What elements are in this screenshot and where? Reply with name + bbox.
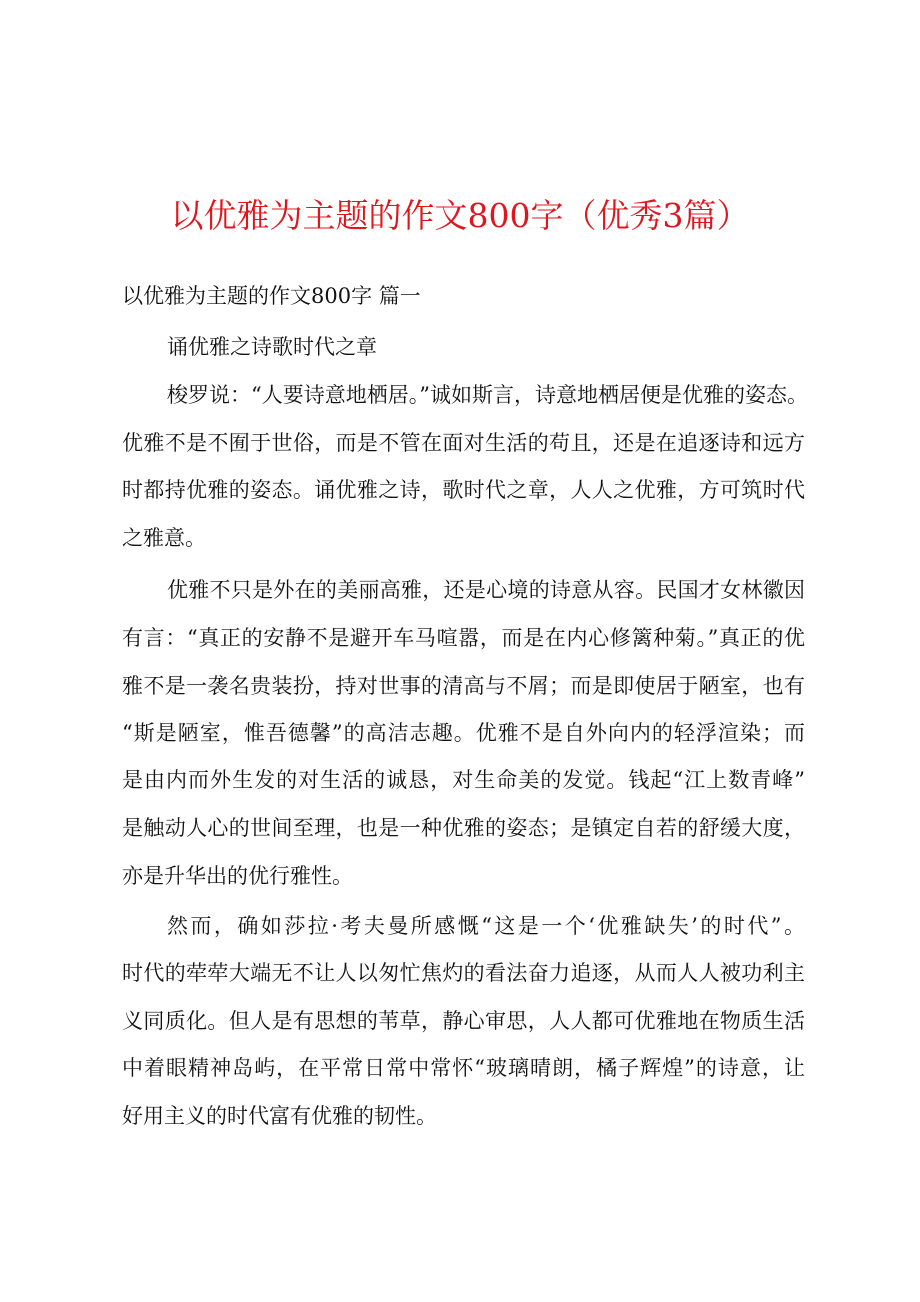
text-line: 中着眼精神岛屿，在平常日常中常怀“玻璃晴朗，橘子辉煌”的诗意，让 [122, 1056, 805, 1080]
text-line: 雅不是一袭名贵装扮，持对世事的清高与不屑；而是即使居于陋室，也有 [122, 674, 805, 698]
text-line: 时都持优雅的姿态。诵优雅之诗，歌时代之章，人人之优雅，方可筑时代 [122, 478, 805, 502]
text-line: 有言：“真正的安静不是避开车马喧嚣，而是在内心修篱种菊。”真正的优 [122, 626, 805, 650]
text-line: 是触动人心的世间至理，也是一种优雅的姿态；是镇定自若的舒缓大度， [122, 816, 805, 840]
text-line: 优雅不只是外在的美丽高雅，还是心境的诗意从容。民国才女林徽因 [167, 578, 805, 602]
text-line: 梭罗说：“人要诗意地栖居。”诚如斯言，诗意地栖居便是优雅的姿态。 [167, 383, 808, 407]
text-line: 优雅不是不囿于世俗，而是不管在面对生活的苟且，还是在追逐诗和远方 [122, 431, 805, 455]
text-line: 义同质化。但人是有思想的苇草，静心审思，人人都可优雅地在物质生活 [122, 1009, 805, 1033]
document-title: 以优雅为主题的作文800字（优秀3篇） [170, 196, 750, 235]
text-line: 然而，确如莎拉·考夫曼所感慨“这是一个‘优雅缺失’的时代”。 [167, 914, 805, 938]
text-line: 好用主义的时代富有优雅的韧性。 [122, 1104, 437, 1128]
text-line: 之雅意。 [122, 526, 206, 550]
essay-title: 诵优雅之诗歌时代之章 [167, 335, 377, 359]
text-line: 时代的荦荦大端无不让人以匆忙焦灼的看法奋力追逐，从而人人被功利主 [122, 961, 805, 985]
text-line: “斯是陋室，惟吾德馨”的高洁志趣。优雅不是自外向内的轻浮渲染；而 [122, 721, 805, 745]
section-heading: 以优雅为主题的作文800字 篇一 [122, 284, 421, 308]
text-line: 亦是升华出的优行雅性。 [122, 864, 353, 888]
text-line: 是由内而外生发的对生活的诚恳，对生命美的发觉。钱起“江上数青峰” [122, 768, 805, 792]
